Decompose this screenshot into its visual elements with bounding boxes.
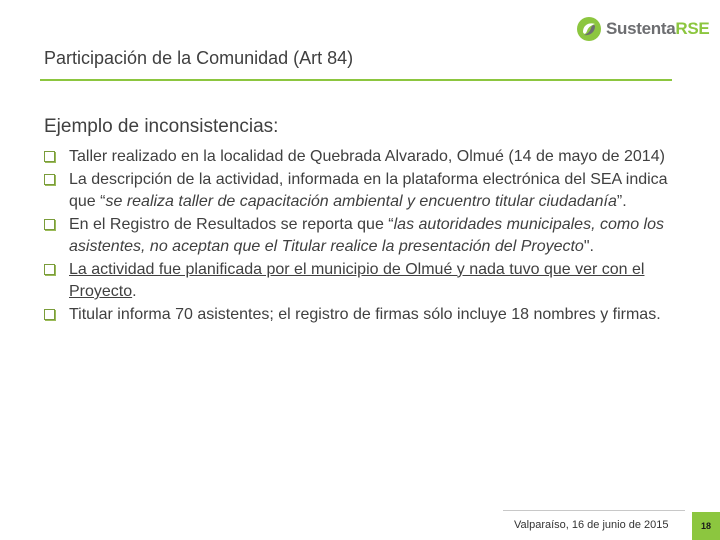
checkbox-bullet-icon (44, 219, 55, 230)
bullet-text: Taller realizado en la localidad de Quebrada Alvarado, Olmué (14 de mayo de 2014) (69, 148, 665, 165)
bullet-text-underlined: La actividad fue planificada por el municipio de Olmué y nada tuvo que ver con el Proyecto (69, 260, 645, 300)
checkbox-bullet-icon (44, 264, 55, 275)
footer-date: Valparaíso, 16 de junio de 2015 (514, 519, 669, 531)
logo-wordmark: SustentaRSE (606, 19, 710, 38)
bullet-text-end: . (132, 283, 137, 300)
bullet-text: Titular informa 70 asistentes; el registro de firmas sólo incluye 18 nombres y firmas. (69, 305, 661, 323)
inconsistency-list (44, 146, 684, 326)
list-item (44, 259, 684, 304)
checkbox-bullet-icon (44, 309, 55, 320)
bullet-quote: las autoridades municipales, como los asistentes, no aceptan que el Titular realice la presentación del Proyecto (69, 215, 664, 255)
bullet-text-intro: La descripción de la actividad, informada en la plataforma electrónica del SEA indica que “ (69, 170, 668, 210)
footer-divider (503, 510, 685, 511)
list-item (44, 304, 684, 327)
list-item (44, 214, 684, 259)
bullet-quote: se realiza taller de capacitación ambiental y encuentro titular ciudadanía (105, 193, 617, 210)
title-divider (40, 79, 672, 81)
checkbox-bullet-icon (44, 174, 55, 185)
list-item (44, 169, 684, 214)
leaf-swirl-icon (576, 16, 602, 42)
sustentarse-logo (576, 14, 710, 44)
bullet-text-intro: En el Registro de Resultados se reporta que “ (69, 215, 394, 233)
section-subheading: Ejemplo de inconsistencias: (44, 116, 279, 137)
bullet-text-end: ". (583, 238, 594, 255)
list-item (44, 146, 684, 169)
checkbox-bullet-icon (44, 151, 55, 162)
slide-title: Participación de la Comunidad (Art 84) (44, 48, 354, 68)
page-number: 18 (692, 512, 720, 540)
bullet-text-end: ”. (616, 193, 627, 210)
